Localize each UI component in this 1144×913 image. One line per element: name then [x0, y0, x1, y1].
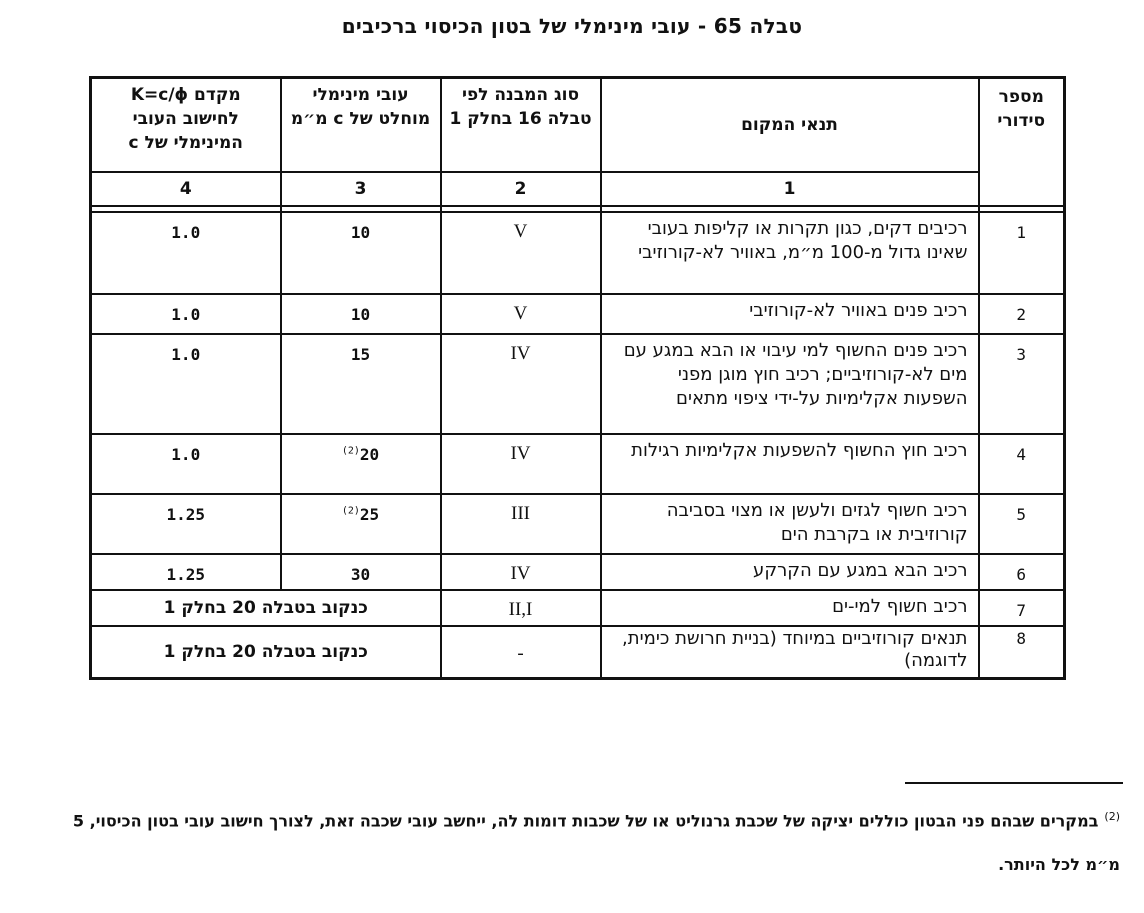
- row-serial: 3: [979, 334, 1065, 434]
- column-number: 3: [281, 172, 441, 206]
- cover-thickness-table: [89, 76, 1063, 682]
- footnote: [40, 795, 1120, 887]
- row-serial: 8: [979, 626, 1065, 678]
- footnote-divider: [905, 782, 1123, 784]
- row-structure-type: IV: [441, 434, 601, 494]
- row-coefficient: 1.25: [91, 494, 281, 554]
- table-row: [91, 494, 1065, 554]
- row-min-thickness: [281, 434, 441, 494]
- row-coefficient: 1.0: [91, 334, 281, 434]
- row-min-thickness: [281, 212, 441, 294]
- footnote-text: במקרים שבהם פני הבטון כוללים יציקה של שכבת גרנוליט או של שכבות דומות לה, ייחשב עובי שכבה זאת, לצורך חישוב עובי בטון הכיסוי, 5 מ״מ לכל היותר.: [72, 811, 1120, 875]
- table-row: [91, 294, 1065, 334]
- header-conditions: תנאי המקום: [601, 78, 979, 173]
- header-structure-type: סוג המבנה לפי טבלה 16 בחלק 1: [441, 78, 601, 173]
- row-coefficient: 1.25: [91, 554, 281, 590]
- row-min-thickness: [281, 334, 441, 434]
- row-serial: 1: [979, 212, 1065, 294]
- row-structure-type: V: [441, 294, 601, 334]
- row-serial: 5: [979, 494, 1065, 554]
- header-coefficient: מקדם K=c/ϕ לחישוב העובי המינימלי של c: [91, 78, 281, 173]
- row-coefficient: 1.0: [91, 294, 281, 334]
- min-thickness-value: 10: [350, 223, 371, 242]
- table-row: [91, 554, 1065, 590]
- row-merged-reference: כנקוב בטבלה 20 בחלק 1: [91, 626, 441, 678]
- footnote-mark: (2): [1104, 810, 1120, 823]
- row-conditions: רכיב פנים באוויר לא-קורוזיבי: [601, 294, 979, 334]
- min-thickness-value: 30: [350, 565, 371, 584]
- min-thickness-value: 20: [359, 445, 380, 464]
- min-thickness-value: 15: [350, 345, 371, 364]
- table-row: [91, 334, 1065, 434]
- footnote-reference: (2): [341, 505, 360, 517]
- column-number: 1: [601, 172, 979, 206]
- row-conditions: תנאים קורוזיביים במיוחד (בניית חרושת כימית, לדוגמה): [601, 626, 979, 678]
- row-structure-type: V: [441, 212, 601, 294]
- column-number: 4: [91, 172, 281, 206]
- row-conditions: רכיב חשוף למי-ים: [601, 590, 979, 626]
- table-title: טבלה 65 - עובי מינימלי של בטון הכיסוי ברכיבים: [341, 14, 803, 38]
- row-coefficient: 1.0: [91, 212, 281, 294]
- row-conditions: רכיב הבא במגע עם הקרקע: [601, 554, 979, 590]
- row-structure-type: IV: [441, 334, 601, 434]
- row-structure-type: IV: [441, 554, 601, 590]
- header-min-thickness: עובי מינימלי מוחלט של c מ״מ: [281, 78, 441, 173]
- row-structure-type: III: [441, 494, 601, 554]
- row-structure-type: II,I: [441, 590, 601, 626]
- table-row: [91, 626, 1065, 678]
- min-thickness-value: 25: [359, 505, 380, 524]
- row-structure-type: -: [441, 626, 601, 678]
- table-row: [91, 590, 1065, 626]
- row-serial: 2: [979, 294, 1065, 334]
- row-conditions: רכיבים דקים, כגון תקרות או קליפות בעובי שאינו גדול מ-100 מ״מ, באוויר לא-קורוזיבי: [601, 212, 979, 294]
- table-row: [91, 212, 1065, 294]
- row-min-thickness: [281, 494, 441, 554]
- row-serial: 4: [979, 434, 1065, 494]
- row-serial: 6: [979, 554, 1065, 590]
- row-min-thickness: [281, 294, 441, 334]
- min-thickness-value: 10: [350, 305, 371, 324]
- row-conditions: רכיב חוץ החשוף להשפעות אקלימיות רגילות: [601, 434, 979, 494]
- footnote-reference: (2): [341, 445, 360, 457]
- row-min-thickness: [281, 554, 441, 590]
- row-conditions: רכיב חשוף לגזים ולעשן או מצוי בסביבה קורוזיבית או בקרבת הים: [601, 494, 979, 554]
- column-number: 2: [441, 172, 601, 206]
- row-coefficient: 1.0: [91, 434, 281, 494]
- table-row: [91, 434, 1065, 494]
- header-serial: מספר סידורי: [979, 78, 1065, 207]
- row-conditions: רכיב פנים החשוף למי עיבוי או הבא במגע עם מים לא-קורוזיביים; רכיב חוץ מוגן מפני השפעות אקלימיות על-ידי ציפוי מתאים: [601, 334, 979, 434]
- row-serial: 7: [979, 590, 1065, 626]
- row-merged-reference: כנקוב בטבלה 20 בחלק 1: [91, 590, 441, 626]
